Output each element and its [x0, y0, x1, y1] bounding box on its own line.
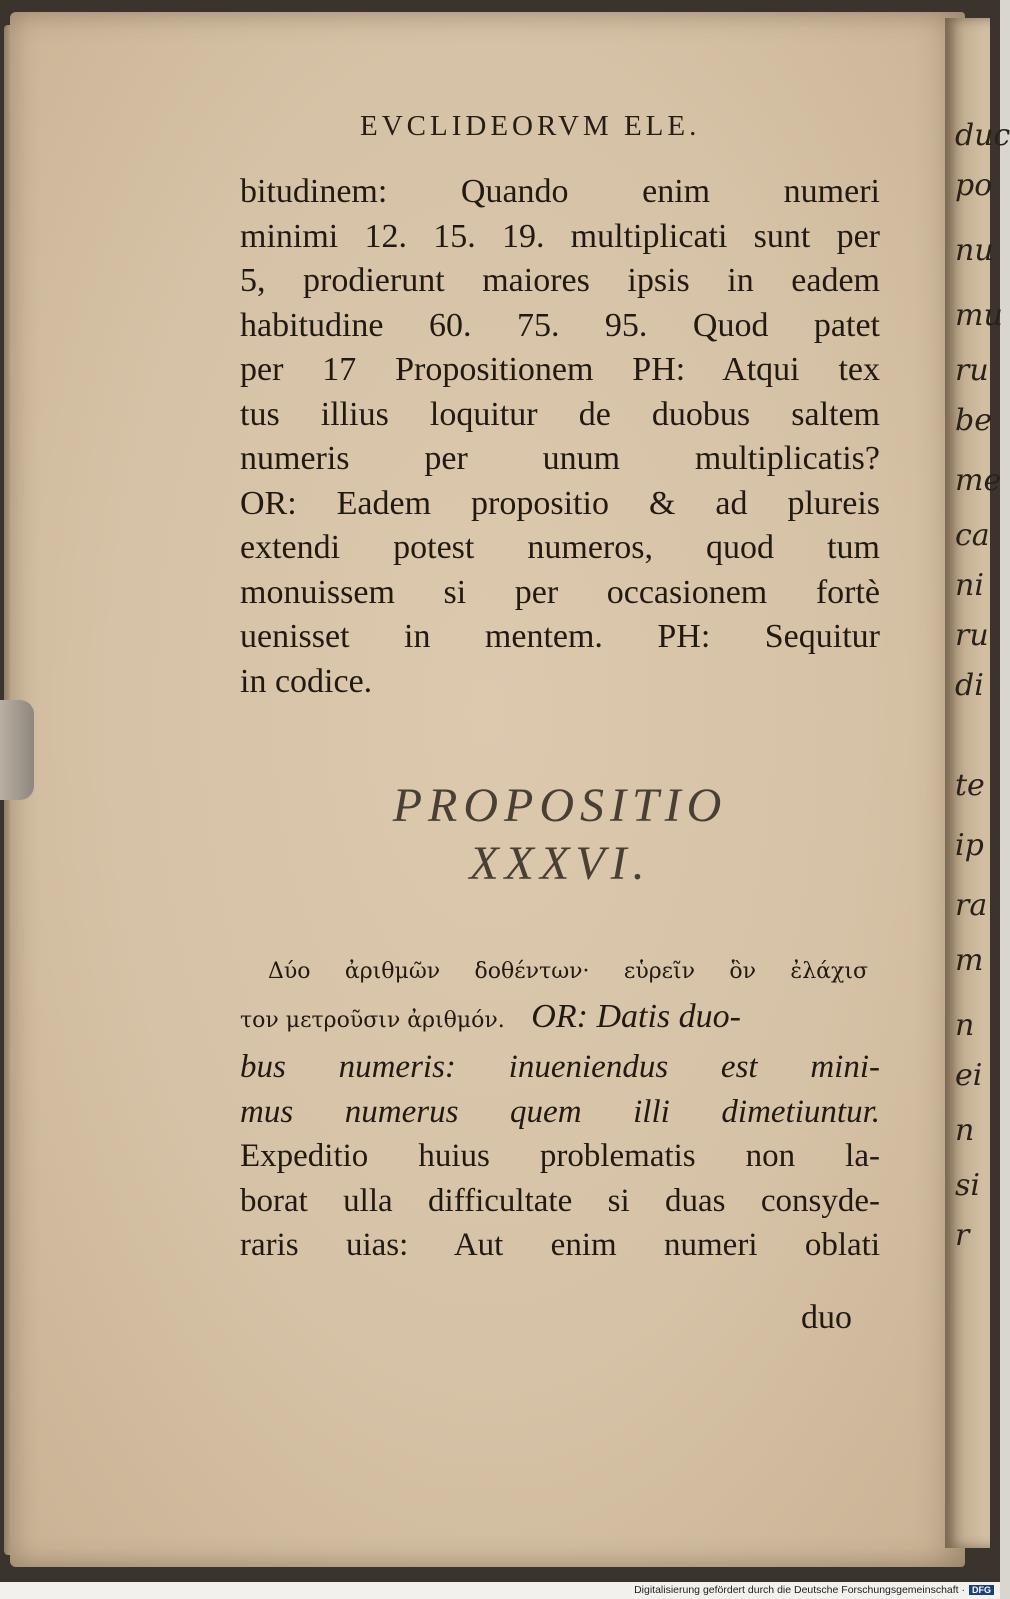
- facing-fragment: mu: [955, 298, 1003, 333]
- text-line: borat ulla difficultate si duas consyde-: [240, 1182, 880, 1219]
- facing-fragment: di: [955, 668, 984, 703]
- facing-fragment: ru: [955, 618, 989, 653]
- text-line: numeris per unum multiplicatis?: [240, 440, 880, 477]
- text-line: per 17 Propositionem PH: Atqui tex: [240, 351, 880, 388]
- facing-fragment: r: [955, 1218, 970, 1253]
- text-line: OR: Eadem propositio & ad plureis: [240, 484, 880, 522]
- text-line: Expeditio huius problematis non la-: [240, 1138, 880, 1174]
- facing-fragment: nu: [955, 233, 994, 268]
- facing-fragment: duc: [955, 118, 1010, 153]
- text-line: raris uias: Aut enim numeri oblati: [240, 1227, 880, 1263]
- facing-fragment: si: [955, 1168, 980, 1203]
- facing-page-edge: [945, 18, 1010, 1548]
- footer-text: Digitalisierung gefördert durch die Deutsche Forschungsgemeinschaft ·: [634, 1584, 965, 1596]
- facing-fragment: ni: [955, 568, 984, 603]
- running-head: EVCLIDEORVM ELE.: [360, 110, 701, 142]
- text-line: bitudinem: Quando enim numeri: [240, 173, 880, 210]
- greek-enunciation-cont: [240, 995, 868, 1044]
- facing-fragment: te: [955, 768, 985, 803]
- text-line: minimi 12. 15. 19. multiplicati sunt per: [240, 217, 880, 255]
- italic-line: bus numeris: inueniendus est mini-: [240, 1049, 880, 1085]
- facing-fragment: me: [955, 463, 1002, 498]
- facing-fragment: ei: [955, 1058, 983, 1093]
- text-line: habitudine 60. 75. 95. Quod patet: [240, 306, 880, 344]
- catchword: duo: [801, 1299, 852, 1336]
- italic-line: mus numerus quem illi dimetiuntur.: [240, 1093, 880, 1130]
- text-line: in codice.: [240, 662, 373, 700]
- paragraph-dialogue: [240, 170, 880, 704]
- dfg-logo: DFG: [969, 1585, 994, 1595]
- greek-line: Δύο ἀριθμῶν δοθέντων· εὑρεῖν ὃν ἐλάχισ: [268, 959, 868, 984]
- latin-translation-start: OR: Datis duo-: [531, 998, 741, 1035]
- text-line: tus illius loquitur de duobus saltem: [240, 395, 880, 433]
- facing-fragment: ip: [955, 828, 984, 863]
- text-line: 5, prodierunt maiores ipsis in eadem: [240, 262, 880, 299]
- facing-fragment: n: [955, 1113, 975, 1148]
- facing-fragment: be: [955, 403, 992, 438]
- digitization-footer: [0, 1582, 1000, 1599]
- paragraph-proposition: [240, 1045, 880, 1268]
- facing-fragment: ra: [955, 888, 988, 923]
- facing-fragment: m: [955, 943, 984, 978]
- facing-fragment: po: [955, 168, 993, 203]
- greek-enunciation: [268, 950, 868, 994]
- facing-fragment: ru: [955, 353, 989, 388]
- facing-fragment: n: [955, 1008, 975, 1043]
- book-clip: [0, 700, 34, 800]
- text-line: uenisset in mentem. PH: Sequitur: [240, 618, 880, 655]
- proposition-heading: PROPOSITIO: [392, 779, 728, 832]
- text-line: monuissem si per occasionem fortè: [240, 573, 880, 611]
- proposition-number: XXXVI.: [469, 837, 651, 890]
- facing-fragment: ca: [955, 518, 990, 553]
- greek-line: τον μετροῦσιν ἀριθμόν.: [240, 1008, 505, 1033]
- text-line: extendi potest numeros, quod tum: [240, 529, 880, 566]
